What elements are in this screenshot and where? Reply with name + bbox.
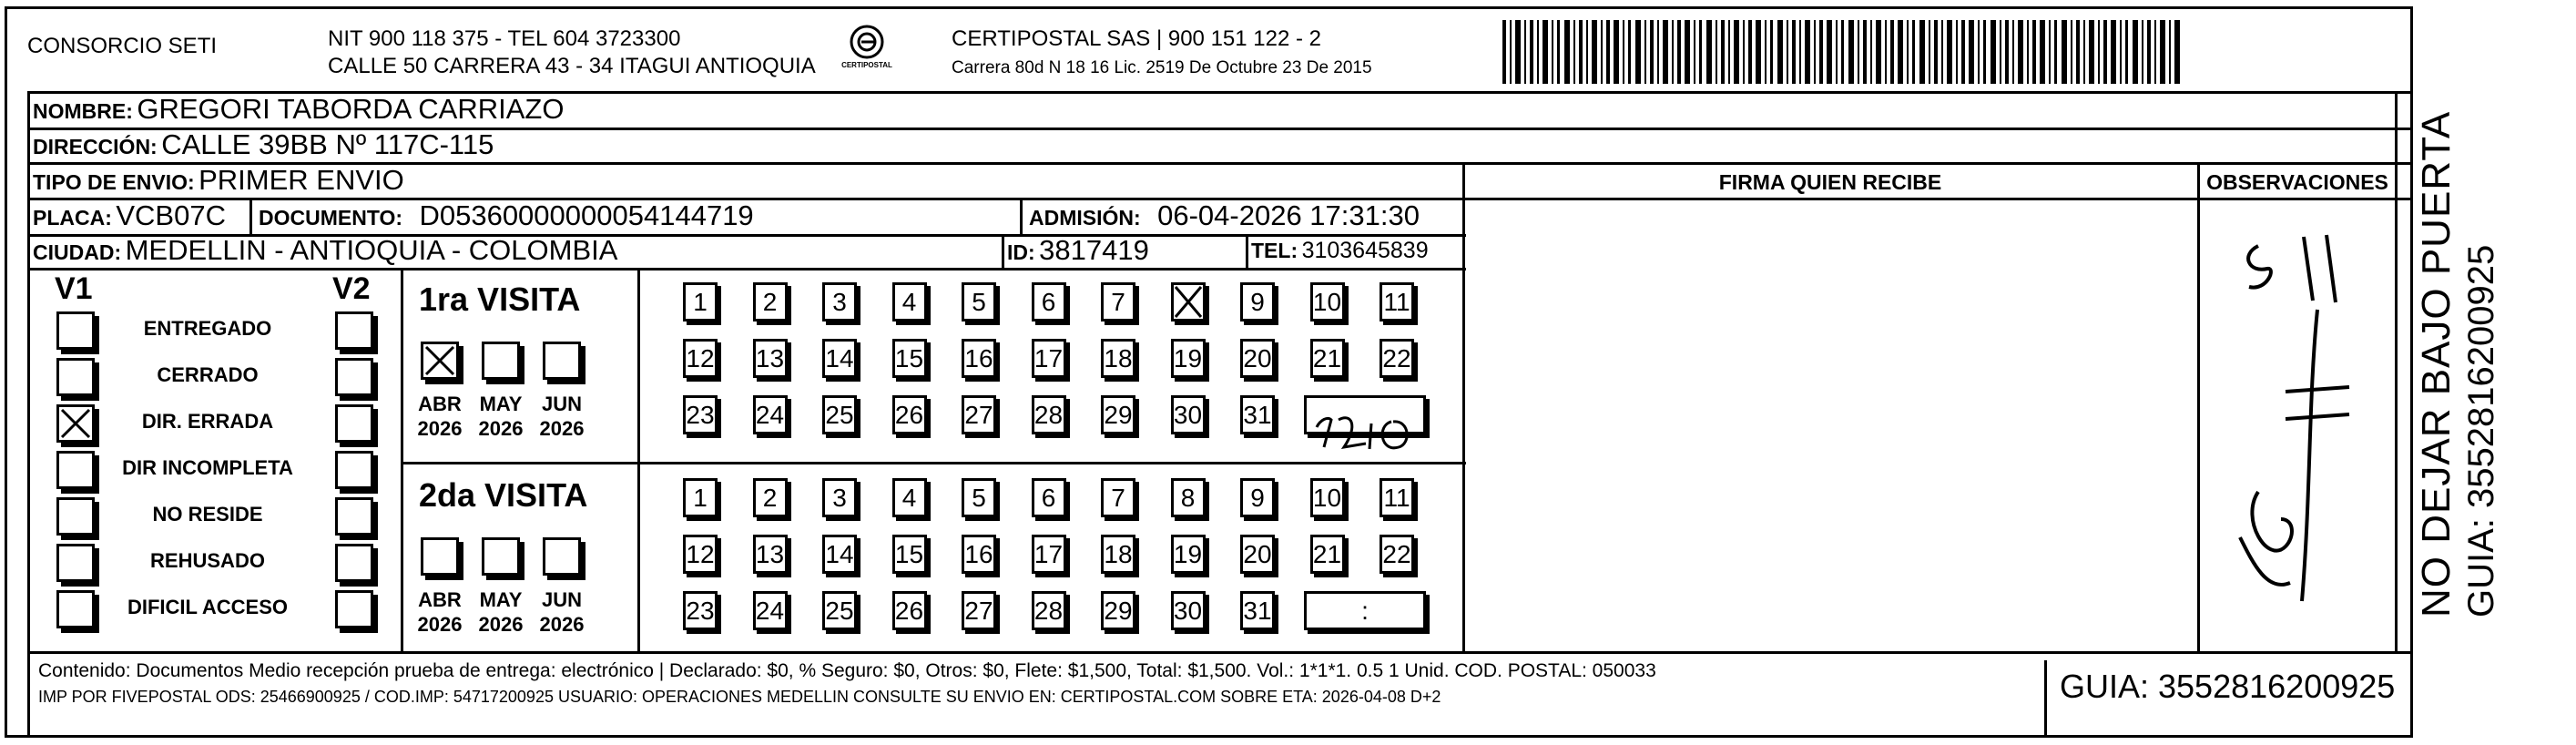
day-number: 28 xyxy=(1033,597,1064,625)
id-value: 3817419 xyxy=(1039,234,1149,266)
month-label xyxy=(533,392,591,441)
day-number: 6 xyxy=(1041,288,1056,316)
day-number: 17 xyxy=(1033,344,1064,372)
day-box[interactable] xyxy=(1171,478,1206,517)
day-box[interactable] xyxy=(1171,282,1206,321)
day-box[interactable] xyxy=(892,282,927,321)
day-box[interactable] xyxy=(1032,535,1066,574)
day-box[interactable] xyxy=(1380,478,1414,517)
day-box[interactable] xyxy=(1101,282,1135,321)
nit-tel: NIT 900 118 375 - TEL 604 3723300 xyxy=(328,26,681,51)
time-value: : xyxy=(1361,597,1369,625)
day-number: 7 xyxy=(1111,288,1125,316)
day-box[interactable] xyxy=(1171,535,1206,574)
admission-value: 06-04-2026 17:31:30 xyxy=(1157,199,1420,231)
day-box[interactable] xyxy=(683,478,718,517)
day-number: 24 xyxy=(755,597,785,625)
day-number: 11 xyxy=(1383,484,1410,512)
day-box[interactable] xyxy=(753,282,788,321)
day-box[interactable] xyxy=(683,282,718,321)
plate-row xyxy=(33,199,226,238)
day-box[interactable] xyxy=(1101,478,1135,517)
day-box[interactable] xyxy=(1032,591,1066,630)
day-number: 22 xyxy=(1382,344,1411,372)
x-mark-icon xyxy=(423,344,456,377)
day-box[interactable] xyxy=(822,478,857,517)
day-number: 2 xyxy=(762,484,778,512)
v1-checkbox[interactable] xyxy=(56,404,95,443)
month-label xyxy=(411,587,469,637)
side-note xyxy=(2413,91,2572,638)
day-number: 18 xyxy=(1104,540,1133,568)
hline-visit-split xyxy=(401,462,1466,464)
city-value: MEDELLIN - ANTIOQUIA - COLOMBIA xyxy=(125,234,618,266)
day-box[interactable] xyxy=(822,339,857,378)
id-label: ID: xyxy=(1007,240,1035,264)
vline-observations xyxy=(2197,162,2200,651)
signature-header: FIRMA QUIEN RECIBE xyxy=(1718,170,1942,194)
side-line-2: GUIA: 3552816200925 xyxy=(2461,244,2501,617)
vline-right-main xyxy=(2395,91,2398,651)
day-box[interactable] xyxy=(1380,339,1414,378)
month-name: MAY xyxy=(479,588,523,611)
day-number: 25 xyxy=(825,597,854,625)
day-number: 16 xyxy=(964,344,993,372)
day-number: 28 xyxy=(1033,401,1064,429)
admission-row xyxy=(1029,199,1420,238)
day-box[interactable] xyxy=(962,591,996,630)
day-box[interactable] xyxy=(1171,395,1206,434)
day-box[interactable] xyxy=(1101,395,1135,434)
day-box[interactable] xyxy=(892,395,927,434)
day-number: 26 xyxy=(894,597,924,625)
type-value: PRIMER ENVIO xyxy=(199,164,404,196)
delivery-option-label: ENTREGADO xyxy=(143,317,272,340)
v2-header: V2 xyxy=(332,271,371,306)
city-row xyxy=(33,234,617,272)
x-mark-icon xyxy=(59,407,92,440)
delivery-option-label: REHUSADO xyxy=(150,549,265,572)
month-year: 2026 xyxy=(478,613,524,636)
document-label: DOCUMENTO: xyxy=(259,206,403,230)
v2-checkbox[interactable] xyxy=(335,497,373,536)
month-name: JUN xyxy=(541,588,582,611)
day-number: 30 xyxy=(1173,401,1203,429)
v1-header: V1 xyxy=(55,271,93,306)
day-number: 23 xyxy=(686,401,715,429)
day-number: 17 xyxy=(1033,540,1064,568)
day-number: 12 xyxy=(686,540,715,568)
footer-imp: IMP POR FIVEPOSTAL ODS: 25466900925 / COD.IMP: 54717200925 USUARIO: OPERACIONES MEDELLIN CONSULTE SU ENVIO EN: CERTIPOSTAL.COM SOBRE ETA: 2026-04-08 D+2 xyxy=(38,688,1441,706)
month-checkbox[interactable] xyxy=(543,342,581,380)
day-box[interactable] xyxy=(1032,395,1066,434)
day-number: 27 xyxy=(964,401,993,429)
day-box[interactable] xyxy=(1101,591,1135,630)
type-label: TIPO DE ENVIO: xyxy=(33,170,195,194)
day-box[interactable] xyxy=(962,282,996,321)
day-number: 9 xyxy=(1250,484,1265,512)
month-year: 2026 xyxy=(539,417,585,440)
day-number: 5 xyxy=(972,288,986,316)
day-number: 21 xyxy=(1312,344,1342,372)
day-box[interactable] xyxy=(1380,535,1414,574)
day-number: 19 xyxy=(1173,344,1203,372)
day-number: 18 xyxy=(1104,344,1133,372)
hline-footer xyxy=(27,651,2413,654)
day-box[interactable] xyxy=(962,535,996,574)
type-row xyxy=(33,164,404,202)
v1-checkbox[interactable] xyxy=(56,544,95,582)
day-number: 24 xyxy=(755,401,785,429)
day-box[interactable] xyxy=(892,535,927,574)
day-box[interactable] xyxy=(683,339,718,378)
v1-checkbox[interactable] xyxy=(56,451,95,489)
month-name: JUN xyxy=(541,393,582,415)
day-number: 1 xyxy=(693,288,708,316)
vline-options xyxy=(401,268,403,651)
day-number: 8 xyxy=(1180,484,1196,512)
name-label: NOMBRE: xyxy=(33,99,133,123)
month-year: 2026 xyxy=(417,417,463,440)
day-number: 10 xyxy=(1312,288,1342,316)
v2-checkbox[interactable] xyxy=(335,358,373,396)
plate-label: PLACA: xyxy=(33,206,112,230)
day-number: 27 xyxy=(964,597,993,625)
day-number: 4 xyxy=(901,484,917,512)
day-number: 31 xyxy=(1243,597,1272,625)
month-name: ABR xyxy=(418,393,462,415)
day-box[interactable] xyxy=(753,535,788,574)
tel-label: TEL: xyxy=(1251,239,1298,262)
delivery-option-label: DIR. ERRADA xyxy=(141,410,274,433)
day-box[interactable] xyxy=(1240,282,1275,321)
day-box[interactable] xyxy=(822,395,857,434)
plate-value: VCB07C xyxy=(116,199,226,231)
delivery-option-label: CERRADO xyxy=(157,363,259,386)
day-number: 7 xyxy=(1111,484,1125,512)
day-box[interactable] xyxy=(962,395,996,434)
day-box[interactable] xyxy=(962,339,996,378)
day-box[interactable] xyxy=(822,591,857,630)
visit-title: 2da VISITA xyxy=(419,476,588,514)
observations-header: OBSERVACIONES xyxy=(2206,170,2388,194)
day-box[interactable] xyxy=(962,478,996,517)
month-year: 2026 xyxy=(417,613,463,636)
month-year: 2026 xyxy=(478,417,524,440)
footer-guia: GUIA: 3552816200925 xyxy=(2060,668,2396,705)
day-box[interactable] xyxy=(892,591,927,630)
day-number: 29 xyxy=(1104,597,1133,625)
company-address: CALLE 50 CARRERA 43 - 34 ITAGUI ANTIOQUIA xyxy=(328,54,816,78)
vline-plate xyxy=(249,198,252,234)
v2-checkbox[interactable] xyxy=(335,404,373,443)
day-number: 29 xyxy=(1104,401,1133,429)
month-year: 2026 xyxy=(539,613,585,636)
month-checkbox[interactable] xyxy=(421,342,459,380)
day-number: 21 xyxy=(1312,540,1342,568)
day-box[interactable] xyxy=(1380,282,1414,321)
delivery-option-label: DIR INCOMPLETA xyxy=(122,456,293,479)
vline-guia-footer xyxy=(2044,660,2047,738)
v1-checkbox[interactable] xyxy=(56,497,95,536)
month-checkbox[interactable] xyxy=(543,537,581,576)
address-row xyxy=(33,128,494,167)
day-box[interactable] xyxy=(822,535,857,574)
footer-content: Contenido: Documentos Medio recepción prueba de entrega: electrónico | Declarado: $0, % Seguro: $0, Otros: $0, Flete: $1,500, Total: $1,500. Vol.: 1*1*1. 0.5 1 Unid. COD. POSTAL: 050033 xyxy=(38,660,1656,681)
time-box[interactable] xyxy=(1304,591,1426,630)
day-number: 15 xyxy=(894,344,924,372)
vline-admission xyxy=(1020,198,1023,234)
day-number: 3 xyxy=(832,484,847,512)
vline-left xyxy=(27,91,30,738)
day-number: 30 xyxy=(1173,597,1203,625)
day-number: 19 xyxy=(1173,540,1203,568)
day-number: 13 xyxy=(755,540,785,568)
v2-checkbox[interactable] xyxy=(335,451,373,489)
day-number: 20 xyxy=(1243,344,1272,372)
day-number: 4 xyxy=(901,288,917,316)
v1-checkbox[interactable] xyxy=(56,358,95,396)
certipostal-title: CERTIPOSTAL SAS | 900 151 122 - 2 xyxy=(952,26,1321,51)
day-number: 15 xyxy=(894,540,924,568)
day-box[interactable] xyxy=(892,478,927,517)
day-box[interactable] xyxy=(683,591,718,630)
day-number: 6 xyxy=(1041,484,1056,512)
day-box[interactable] xyxy=(753,478,788,517)
month-label xyxy=(533,587,591,637)
day-number: 11 xyxy=(1383,288,1410,316)
day-box[interactable] xyxy=(683,395,718,434)
address-value: CALLE 39BB Nº 117C-115 xyxy=(161,128,494,160)
day-box[interactable] xyxy=(1310,478,1345,517)
vline-tel xyxy=(1246,234,1248,268)
day-number: 31 xyxy=(1243,401,1272,429)
day-number: 9 xyxy=(1250,288,1265,316)
v2-checkbox[interactable] xyxy=(335,311,373,350)
day-number: 26 xyxy=(894,401,924,429)
tel-value: 3103645839 xyxy=(1301,238,1429,263)
address-label: DIRECCIÓN: xyxy=(33,135,158,158)
day-box[interactable] xyxy=(1240,395,1275,434)
v1-checkbox[interactable] xyxy=(56,590,95,628)
day-box[interactable] xyxy=(1310,535,1345,574)
month-name: MAY xyxy=(479,393,523,415)
day-number: 22 xyxy=(1382,540,1411,568)
month-label xyxy=(472,392,530,441)
month-label xyxy=(472,587,530,637)
document-value: D05360000000054144719 xyxy=(419,199,754,231)
day-box[interactable] xyxy=(1101,339,1135,378)
day-number: 16 xyxy=(964,540,993,568)
month-checkbox[interactable] xyxy=(482,342,520,380)
day-number: 10 xyxy=(1312,484,1342,512)
day-box[interactable] xyxy=(1032,478,1066,517)
day-number: 25 xyxy=(825,401,854,429)
day-box[interactable] xyxy=(1171,591,1206,630)
day-box[interactable] xyxy=(1310,339,1345,378)
day-box[interactable] xyxy=(1240,591,1275,630)
day-number: 1 xyxy=(693,484,708,512)
day-number: 2 xyxy=(762,288,778,316)
name-row xyxy=(33,93,564,131)
barcode-icon xyxy=(1502,20,2181,84)
day-number: 14 xyxy=(825,540,854,568)
day-number: 13 xyxy=(755,344,785,372)
v2-checkbox[interactable] xyxy=(335,544,373,582)
day-box[interactable] xyxy=(1240,535,1275,574)
document-row xyxy=(259,199,754,238)
day-number: 12 xyxy=(686,344,715,372)
day-box[interactable] xyxy=(683,535,718,574)
day-box[interactable] xyxy=(1032,282,1066,321)
handwritten-time xyxy=(1311,407,1430,456)
month-checkbox[interactable] xyxy=(421,537,459,576)
vline-signature xyxy=(1462,162,1465,651)
day-box[interactable] xyxy=(1101,535,1135,574)
day-box[interactable] xyxy=(822,282,857,321)
day-box[interactable] xyxy=(1240,478,1275,517)
month-name: ABR xyxy=(418,588,462,611)
id-row xyxy=(1007,234,1149,272)
day-box[interactable] xyxy=(1032,339,1066,378)
vline-id xyxy=(1002,234,1004,268)
day-box[interactable] xyxy=(1240,339,1275,378)
day-box[interactable] xyxy=(1171,339,1206,378)
month-label xyxy=(411,392,469,441)
visit-title: 1ra VISITA xyxy=(419,281,581,318)
vline-months xyxy=(637,268,640,651)
certipostal-license: Carrera 80d N 18 16 Lic. 2519 De Octubre 23 De 2015 xyxy=(952,58,1372,77)
x-mark-icon xyxy=(1174,285,1203,319)
admission-label: ADMISIÓN: xyxy=(1029,206,1141,230)
delivery-option-label: DIFICIL ACCESO xyxy=(127,596,288,618)
tel-row xyxy=(1251,234,1429,270)
delivery-option-label: NO RESIDE xyxy=(152,503,263,526)
day-box[interactable] xyxy=(1310,282,1345,321)
day-number: 20 xyxy=(1243,540,1272,568)
side-line-1: NO DEJAR BAJO PUERTA xyxy=(2414,110,2459,617)
day-box[interactable] xyxy=(892,339,927,378)
day-box[interactable] xyxy=(753,395,788,434)
logo-text: CERTIPOSTAL xyxy=(841,61,892,69)
name-value: GREGORI TABORDA CARRIAZO xyxy=(137,93,565,125)
month-checkbox[interactable] xyxy=(482,537,520,576)
day-number: 5 xyxy=(972,484,986,512)
day-number: 3 xyxy=(832,288,847,316)
day-box[interactable] xyxy=(753,591,788,630)
day-box[interactable] xyxy=(753,339,788,378)
company-name: CONSORCIO SETI xyxy=(27,34,218,58)
certipostal-logo-icon xyxy=(830,22,903,77)
city-label: CIUDAD: xyxy=(33,240,122,264)
day-number: 23 xyxy=(686,597,715,625)
v1-checkbox[interactable] xyxy=(56,311,95,350)
v2-checkbox[interactable] xyxy=(335,590,373,628)
day-number: 14 xyxy=(825,344,854,372)
handwritten-observation xyxy=(2204,219,2386,619)
